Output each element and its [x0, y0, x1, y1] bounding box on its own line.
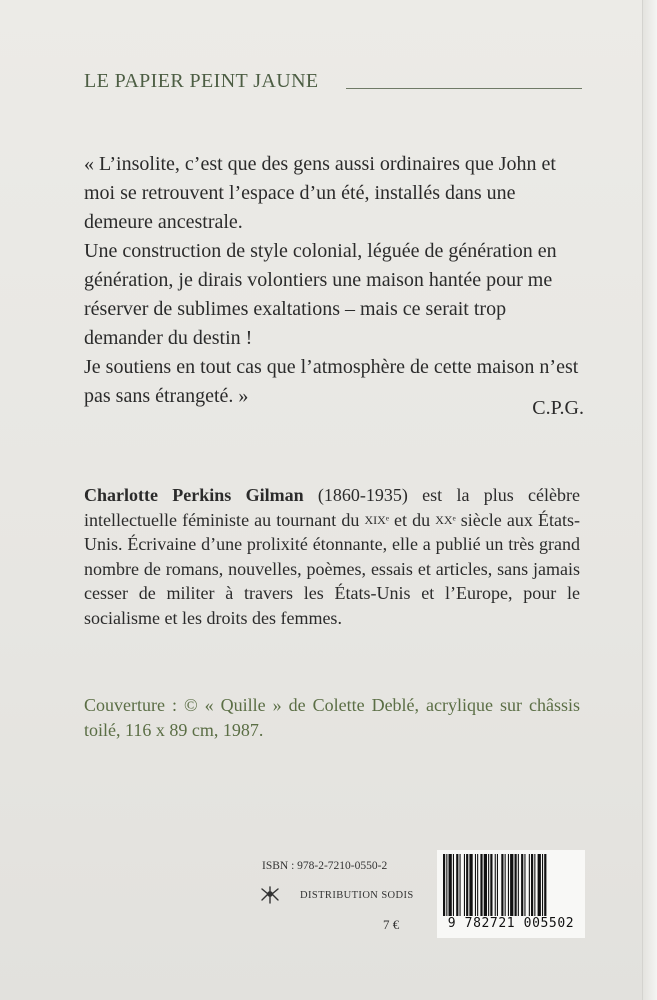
price-label: 7 € [383, 917, 400, 932]
title-row [84, 66, 582, 92]
sodis-logo-icon [259, 885, 281, 905]
quote-paragraph: Une construction de style colonial, léguée de génération en génération, je dirais volontiers une maison hantée pour me réserver de sublimes exaltations – mais ce serait trop demander du destin ! [84, 240, 557, 349]
barcode-bar [480, 854, 482, 920]
barcode-bar [497, 854, 498, 920]
barcode-bar [464, 854, 465, 920]
century-label: XXᵉ [435, 512, 456, 527]
barcode-bar [518, 854, 519, 920]
barcode-bar [542, 854, 543, 920]
cover-credit: Couverture : © « Quille » de Colette Deblé, acrylique sur châssis toilé, 116 x 89 cm, 1987. [84, 695, 580, 740]
barcode-bar [456, 854, 458, 920]
barcode-bar [510, 854, 513, 920]
century-label: XIXᵉ [364, 512, 389, 527]
barcode-bar [531, 854, 533, 920]
barcode-bar [469, 854, 472, 920]
barcode-bar [475, 854, 476, 920]
barcode-bar [484, 854, 487, 920]
page-edge [642, 0, 657, 1000]
quote-signature: C.P.G. [532, 397, 584, 419]
barcode-bar [538, 854, 541, 920]
barcode-digits: 9 782721 005502 [437, 916, 585, 931]
barcode-bar [524, 854, 525, 920]
author-bio [84, 483, 580, 630]
isbn-label: ISBN : 978-2-7210-0550-2 [262, 860, 388, 872]
barcode-bar [529, 854, 530, 920]
barcode-bar [495, 854, 496, 920]
bio-text: (1860-1935) est la plus célèbre intellectuelle féministe au tournant du [84, 485, 580, 530]
bio-text: et du [388, 509, 436, 530]
barcode-bar [508, 854, 509, 920]
quote-paragraph: Je soutiens en tout cas que l’atmosphère de cette maison n’est pas sans étrangeté. » [84, 356, 579, 407]
barcode-bar [515, 854, 517, 920]
barcode-bar [534, 854, 535, 920]
barcode-bar [453, 854, 454, 920]
barcode-bar [460, 854, 461, 920]
quote-paragraph: « L’insolite, c’est que des gens aussi ordinaires que John et moi se retrouvent l’espace d’un été, installés dans une demeure ancestrale. [84, 153, 556, 233]
barcode-bar [521, 854, 523, 920]
title-rule [346, 88, 582, 89]
barcode-bar [488, 854, 489, 920]
barcode-bar [449, 854, 452, 920]
barcode-bar [501, 854, 503, 920]
barcode-bar [466, 854, 468, 920]
barcode-bar [490, 854, 492, 920]
barcode-bar [477, 854, 478, 920]
distributor-label: DISTRIBUTION SODIS [300, 890, 414, 901]
barcode-bars [443, 854, 579, 920]
author-name: Charlotte Perkins Gilman [84, 485, 304, 505]
quote-block [84, 150, 584, 411]
bio-text: siècle aux États-Unis. Écrivaine d’une prolixité étonnante, elle a publié un très grand nombre de romans, nouvelles, poèmes, essais et articles, sans jamais cesser de militer à travers les États-Unis et l’Europe, pour le socialisme et les droits des femmes. [84, 509, 580, 628]
barcode [437, 850, 585, 938]
barcode-bar [505, 854, 506, 920]
book-title: LE PAPIER PEINT JAUNE [84, 70, 319, 92]
barcode-bar [544, 854, 546, 920]
barcode-bar [443, 854, 445, 920]
barcode-bar [446, 854, 447, 920]
